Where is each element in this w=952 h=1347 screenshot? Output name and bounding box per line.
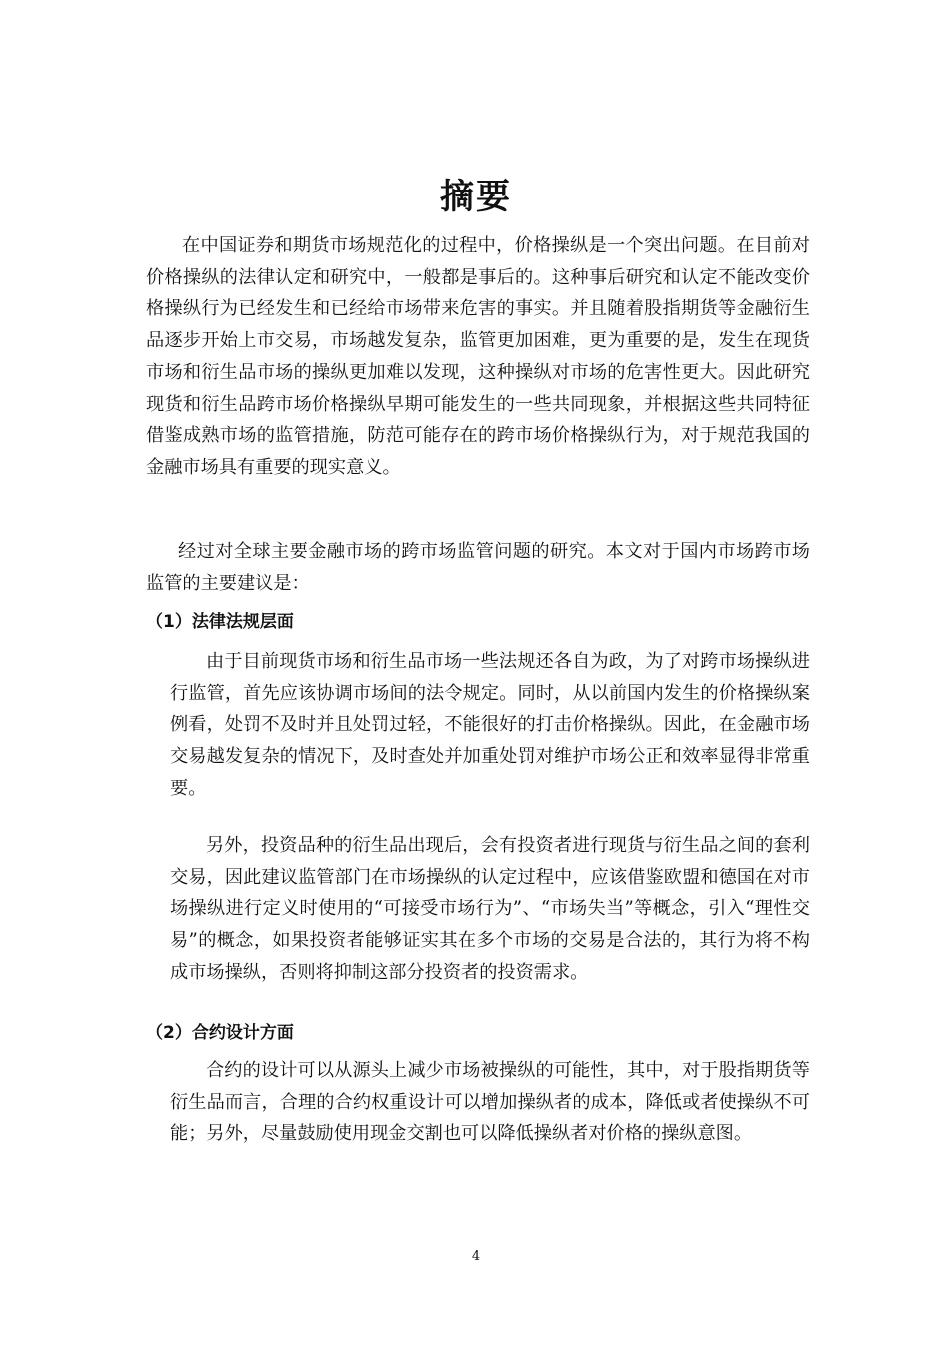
section-legal-paragraph-1: 由于目前现货市场和衍生品市场一些法规还各自为政，为了对跨市场操纵进行监管，首先应该协调市场间的法令规定。同时，从以前国内发生的价格操纵案例看，处罚不及时并且处罚过轻，不能很好的打击价格操纵。因此，在金融市场交易越发复杂的情况下，及时查处并加重处罚对维护市场公正和效率显得非常重要。 xyxy=(170,651,810,799)
section-heading-legal: （1）法律法规层面 xyxy=(146,612,294,632)
section-legal-paragraph-2: 另外，投资品种的衍生品出现后，会有投资者进行现货与衍生品之间的套利交易，因此建议监管部门在市场操纵的认定过程中，应该借鉴欧盟和德国在对市场操纵进行定义时使用的“可接受市场行为”、“市场失当”等概念，引入“理性交易”的概念，如果投资者能够证实其在多个市场的交易是合法的，其行为将不构成市场操纵，否则将抑制这部分投资者的投资需求。 xyxy=(170,835,810,983)
summary-paragraph: 经过对全球主要金融市场的跨市场监管问题的研究。本文对于国内市场跨市场监管的主要建议是： xyxy=(146,541,810,594)
page-number: 4 xyxy=(471,1249,481,1264)
section-heading-contract: （2）合约设计方面 xyxy=(146,1023,294,1043)
section-contract-paragraph-1: 合约的设计可以从源头上减少市场被操纵的可能性，其中，对于股指期货等衍生品而言，合理的合约权重设计可以增加操纵者的成本，降低或者使操纵不可能；另外，尽量鼓励使用现金交割也可以降低操纵者对价格的操纵意图。 xyxy=(170,1060,810,1145)
intro-paragraph: 在中国证券和期货市场规范化的过程中，价格操纵是一个突出问题。在目前对价格操纵的法律认定和研究中，一般都是事后的。这种事后研究和认定不能改变价格操纵行为已经发生和已经给市场带来危害的事实。并且随着股指期货等金融衍生品逐步开始上市交易，市场越发复杂，监管更加困难，更为重要的是，发生在现货市场和衍生品市场的操纵更加难以发现，这种操纵对市场的危害性更大。因此研究现货和衍生品跨市场价格操纵早期可能发生的一些共同现象，并根据这些共同特征借鉴成熟市场的监管措施，防范可能存在的跨市场价格操纵行为，对于规范我国的金融市场具有重要的现实意义。 xyxy=(146,235,810,478)
page-title: 摘要 xyxy=(440,176,512,217)
